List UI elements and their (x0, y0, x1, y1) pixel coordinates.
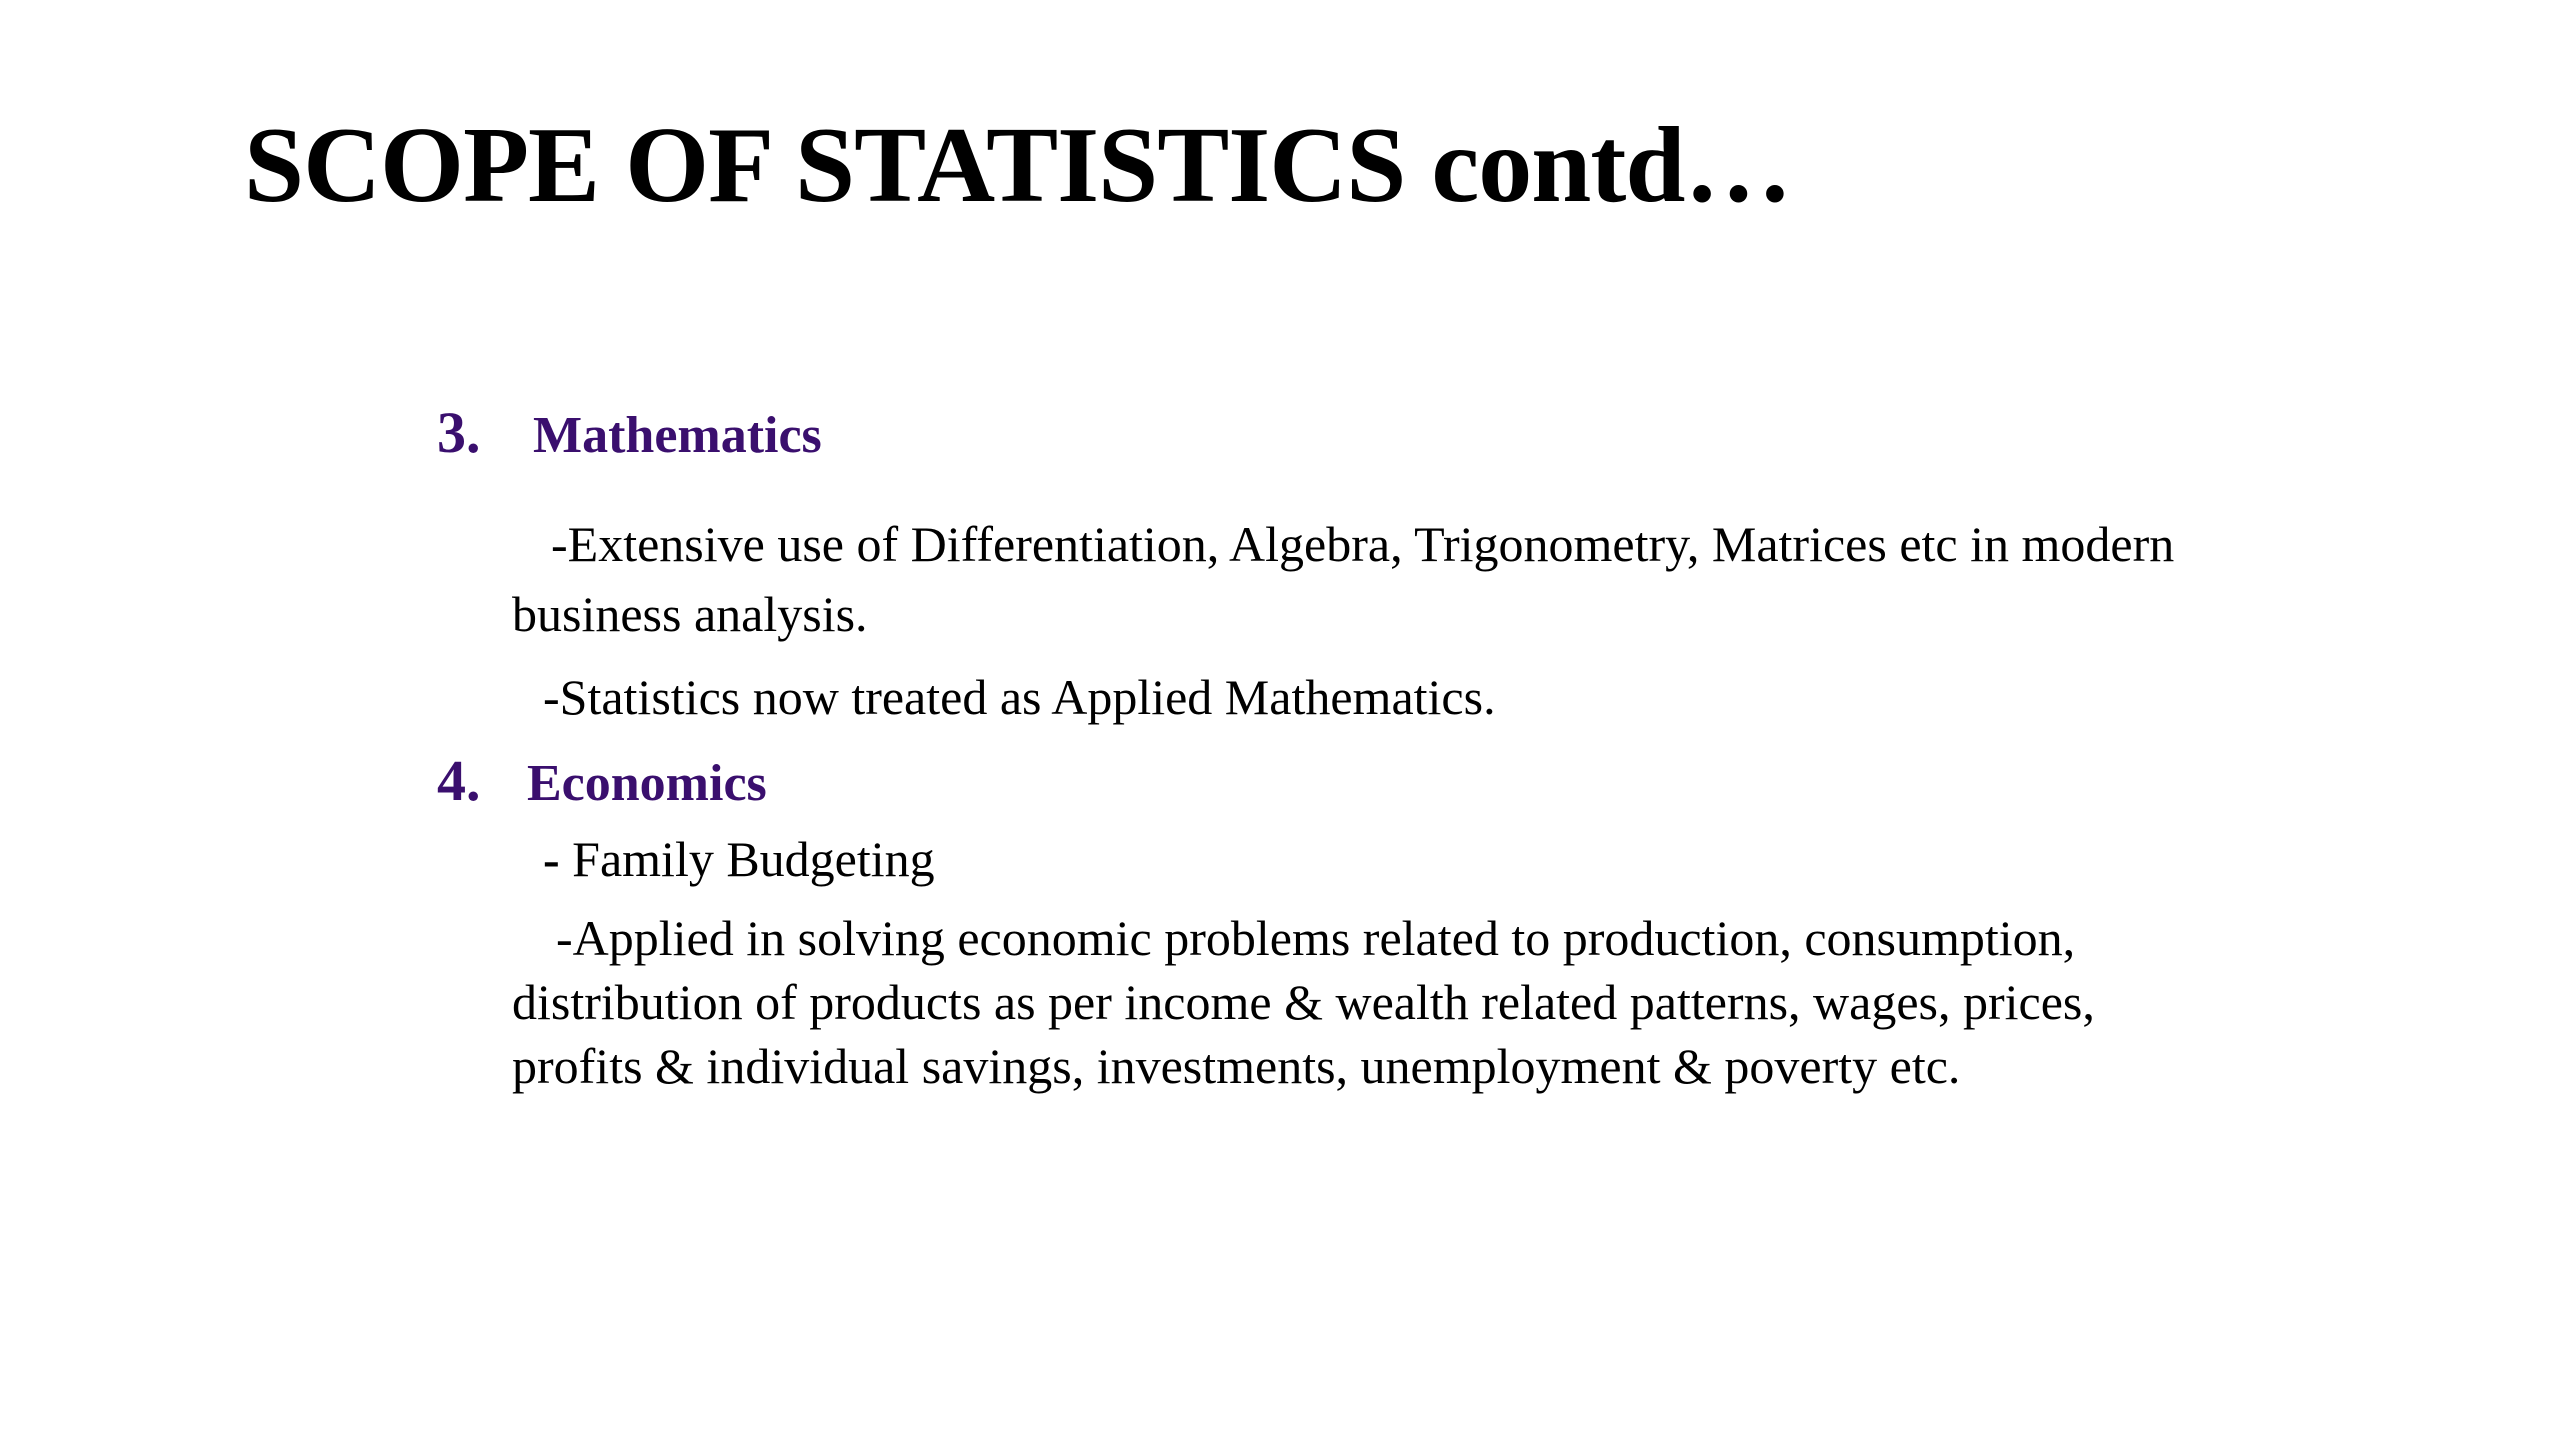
paragraph-line: -Statistics now treated as Applied Mathematics. (543, 669, 1496, 725)
slide-title: SCOPE OF STATISTICS contd… (244, 106, 1792, 225)
bullet-dash: - (543, 831, 560, 887)
section-heading-label: Mathematics (533, 407, 822, 464)
section-heading-economics (437, 748, 767, 813)
section-heading-mathematics (437, 400, 822, 465)
section-number: 3. (437, 400, 481, 465)
bullet-family-budgeting (543, 827, 935, 891)
section-heading-label: Economics (527, 755, 767, 812)
paragraph-economics (512, 906, 2095, 1098)
paragraph-line: -Extensive use of Differentiation, Algebra, Trigonometry, Matrices etc in modern (551, 516, 2175, 572)
paragraph-line: -Applied in solving economic problems related to production, consumption, (556, 910, 2076, 966)
paragraph-line: business analysis. (512, 586, 868, 642)
section-number: 4. (437, 748, 481, 813)
paragraph-line: profits & individual savings, investments, unemployment & poverty etc. (512, 1038, 1961, 1094)
bullet-text: Family Budgeting (572, 831, 935, 887)
paragraph-line: distribution of products as per income & wealth related patterns, wages, prices, (512, 974, 2095, 1030)
